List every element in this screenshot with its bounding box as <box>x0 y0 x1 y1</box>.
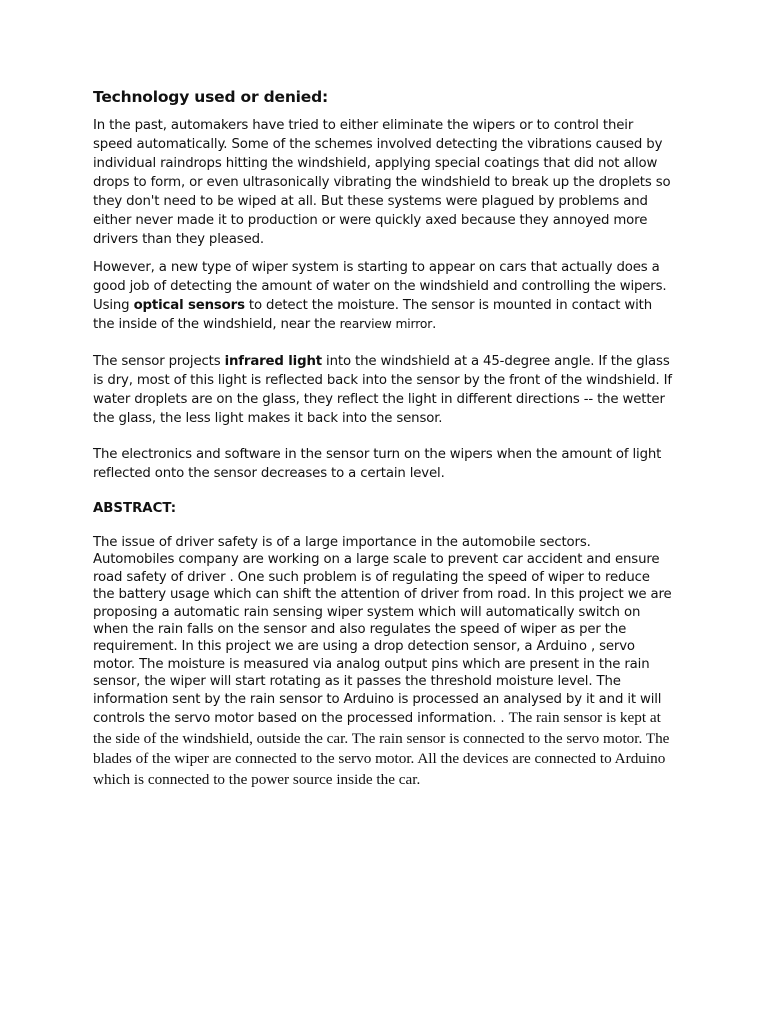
paragraph-infrared <box>93 352 673 428</box>
document-page <box>93 86 673 790</box>
abstract-paragraph <box>93 534 673 790</box>
paragraph-optical-sensor <box>93 258 673 334</box>
abstract-text: The issue of driver safety is of a large importance in the automobile sectors. Automobiles company are working on a large scale to prevent car accident and ensure road safety of driver . One such problem is of regulating the speed of wiper to reduce the battery usage which can shift the attention of driver from road. In this project we are proposing a automatic rain sensing wiper system which will automatically switch on when the rain falls on the sensor and also regulates the speed of wiper as per the requirement. In this project we are using a drop detection sensor, a Arduino , servo motor. The moisture is measured via analog output pins which are present in the rain sensor, the wiper will start rotating as it passes the threshold moisture level. The information sent by the rain sensor to Arduino is processed an analysed by it and it will controls the servo motor based on the processed information. . <box>93 535 672 727</box>
paragraph-history: In the past, automakers have tried to either eliminate the wipers or to control their speed automatically. Some of the schemes involved detecting the vibrations caused by individual raindrops hitting the windshield, applying special coatings that did not allow drops to form, or even ultrasonically vibrating the windshield to break up the droplets so they don't need to be wiped at all. But these systems were plagued by problems and either never made it to production or were quickly axed because they annoyed more drivers than they pleased. <box>93 118 671 247</box>
optical-sensors-term: optical sensors <box>133 298 245 313</box>
section-heading: Technology used or denied: <box>93 88 329 106</box>
paragraph-optical-sensor-text-2: to detect the moisture. The sensor is mounted in contact with the inside of the windshield, near the <box>93 298 652 332</box>
paragraph-infrared-text-2: into the windshield at a 45-degree angle. If the glass is dry, most of this light is reflected back into the sensor by the front of the windshield. If water droplets are on the glass, they reflect the light in different directions -- the wetter the glass, the less light makes it back into the sensor. <box>93 354 672 426</box>
paragraph-infrared-text-1: The sensor projects <box>93 354 225 369</box>
abstract-serif-text: The rain sensor is kept at the side of the windshield, outside the car. The rain sensor is connected to the servo motor. The blades of the wiper are connected to the servo motor. All the devices are connected to Arduino which is connected to the power source inside the car. <box>93 709 670 788</box>
infrared-light-term: infrared light <box>224 354 322 369</box>
abstract-heading: ABSTRACT: <box>93 501 177 516</box>
rearview-mirror-term: rearview mirror <box>339 317 433 331</box>
paragraph-optical-sensor-text-1: However, a new type of wiper system is starting to appear on cars that actually does a good job of detecting the amount of water on the windshield and controlling the wipers. Using <box>93 260 667 313</box>
paragraph-optical-sensor-text-3: . <box>432 317 437 332</box>
paragraph-electronics: The electronics and software in the sensor turn on the wipers when the amount of light reflected onto the sensor decreases to a certain level. <box>93 447 662 481</box>
